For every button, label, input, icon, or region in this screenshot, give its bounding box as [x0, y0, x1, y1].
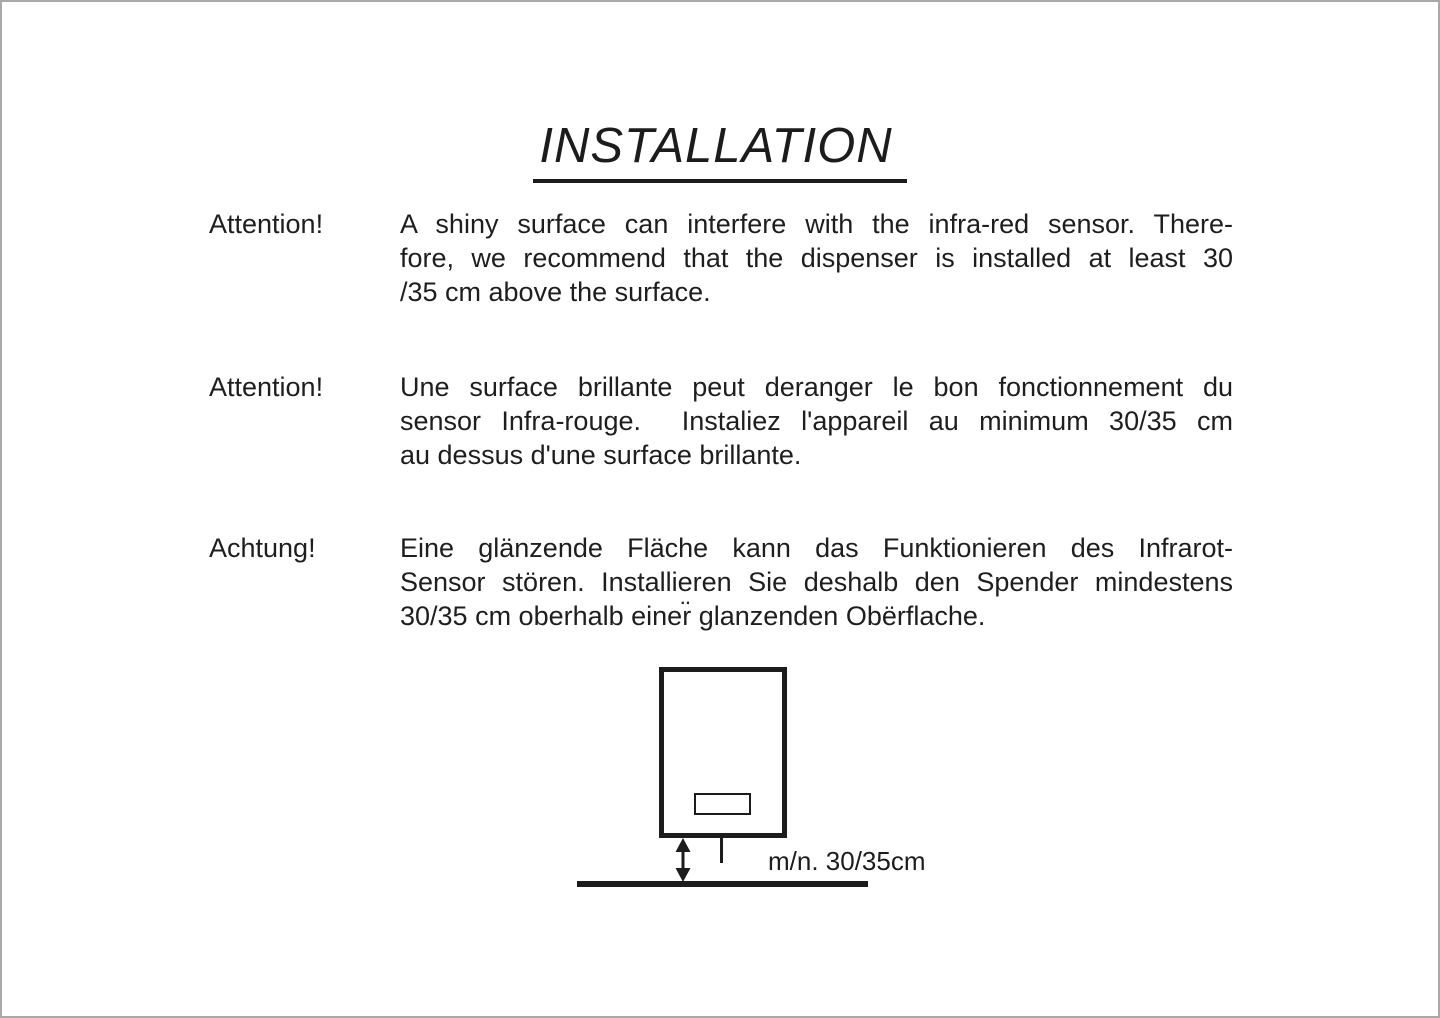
- text-line: A shiny surface can interfere with the infra-red sensor. There-: [400, 209, 1233, 239]
- section-label-achtung: Achtung!: [209, 533, 316, 563]
- section-text-german: [400, 531, 1233, 633]
- text-line: 30/35 cm oberhalb einer̈ glanzenden Obërflache.: [400, 601, 986, 631]
- dispenser-outline: [662, 670, 785, 836]
- text-line: fore, we recommend that the dispenser is installed at least 30: [400, 243, 1233, 273]
- installation-diagram: [560, 655, 945, 895]
- page-title: INSTALLATION: [533, 118, 906, 183]
- text-line: au dessus d'une surface brillante.: [400, 440, 802, 470]
- text-line: Eine glänzende Fläche kann das Funktionieren des Infrarot-: [400, 533, 1233, 563]
- section-label-attention-fr: Attention!: [209, 372, 324, 402]
- section-text-english: [400, 207, 1233, 309]
- text-line: sensor Infra-rouge. Instaliez l'appareil au minimum 30/35 cm: [400, 406, 1233, 436]
- sensor-window: [695, 794, 750, 814]
- text-line: Une surface brillante peut deranger le bon fonctionnement du: [400, 372, 1233, 402]
- distance-arrow: [676, 838, 691, 882]
- title-row: [2, 118, 1438, 183]
- section-text-french: [400, 370, 1233, 472]
- section-label-attention-en: Attention!: [209, 209, 324, 239]
- text-line: Sensor stören. Installieren Sie deshalb den Spender mindestens: [400, 567, 1233, 597]
- distance-label: m/n. 30/35cm: [768, 846, 926, 876]
- text-line: /35 cm above the surface.: [400, 277, 711, 307]
